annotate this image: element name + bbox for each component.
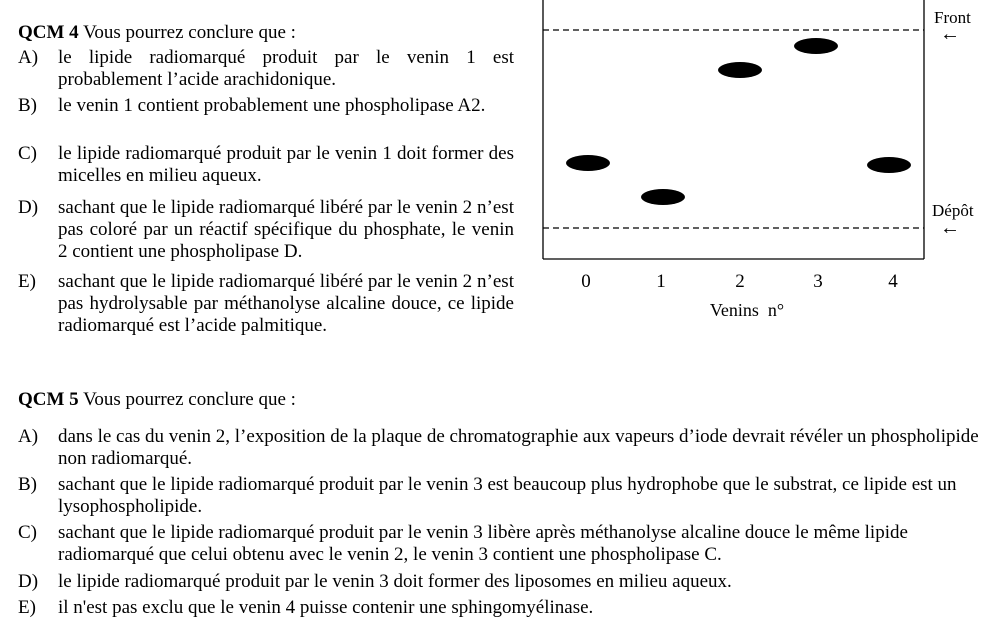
option-text: le lipide radiomarqué produit par le venin 1 est probablement l’acide arachidonique. <box>58 47 514 90</box>
front-label: Front <box>934 8 971 27</box>
option-letter: C) <box>18 522 37 543</box>
option-letter: B) <box>18 95 37 116</box>
front-arrow-icon: ← <box>940 23 960 45</box>
qcm5-title <box>18 389 296 411</box>
lane-label-0: 0 <box>581 271 591 292</box>
option-text: il n'est pas exclu que le venin 4 puisse contenir une sphingomyélinase. <box>58 597 594 618</box>
option-text: le venin 1 contient probablement une phospholipase A2. <box>58 95 486 116</box>
option-text: dans le cas du venin 2, l’exposition de la plaque de chromatographie aux vapeurs d’iode devrait révéler un phospholipide non radiomarqué. <box>58 426 979 469</box>
depot-arrow-icon: ← <box>940 217 960 239</box>
spot-lane-0 <box>566 155 610 171</box>
qcm5-option-d <box>18 571 982 593</box>
option-text: sachant que le lipide radiomarqué libéré par le venin 2 n’est pas coloré par un réactif spécifique du phosphate, le venin 2 contient une phospholipase D. <box>58 197 514 262</box>
qcm5-number: QCM 5 <box>18 389 79 410</box>
qcm5-option-a <box>18 426 982 470</box>
depot-label: Dépôt <box>932 201 974 220</box>
qcm5-option-c <box>18 522 982 566</box>
lane-label-4: 4 <box>888 271 898 292</box>
qcm5-option-b <box>18 474 982 518</box>
option-letter: A) <box>18 426 39 447</box>
spot-lane-1 <box>641 189 685 205</box>
spot-lane-3 <box>794 38 838 54</box>
x-axis-label: Venins n° <box>709 300 785 320</box>
qcm5-option-e <box>18 597 982 619</box>
qcm4-number: QCM 4 <box>18 22 79 43</box>
option-text: sachant que le lipide radiomarqué libéré par le venin 2 n’est pas hydrolysable par méthanolyse alcaline douce, ce lipide radiomarqué est l’acide palmitique. <box>58 271 514 336</box>
option-letter: B) <box>18 474 37 495</box>
lane-label-3: 3 <box>813 271 823 292</box>
spot-lane-2 <box>718 62 762 78</box>
qcm4-prompt: Vous pourrez conclure que : <box>83 22 296 43</box>
option-letter: E) <box>18 271 36 292</box>
option-text: le lipide radiomarqué produit par le venin 1 doit former des micelles en milieu aqueux. <box>58 143 514 186</box>
option-text: sachant que le lipide radiomarqué produit par le venin 3 libère après méthanolyse alcaline douce le même lipide radiomarqué que celui obtenu avec le venin 2, le venin 3 contient une phospholipase C. <box>58 522 908 565</box>
option-letter: E) <box>18 597 36 618</box>
qcm5-prompt: Vous pourrez conclure que : <box>83 389 296 410</box>
lane-label-2: 2 <box>735 271 745 292</box>
option-letter: C) <box>18 143 37 164</box>
option-letter: A) <box>18 47 39 68</box>
option-text: le lipide radiomarqué produit par le venin 3 doit former des liposomes en milieu aqueux. <box>58 571 732 592</box>
option-letter: D) <box>18 571 39 592</box>
lane-label-1: 1 <box>656 271 666 292</box>
option-text: sachant que le lipide radiomarqué produit par le venin 3 est beaucoup plus hydrophobe que le substrat, ce lipide est un lysophospholipide. <box>58 474 957 517</box>
option-letter: D) <box>18 197 39 218</box>
spot-lane-4 <box>867 157 911 173</box>
